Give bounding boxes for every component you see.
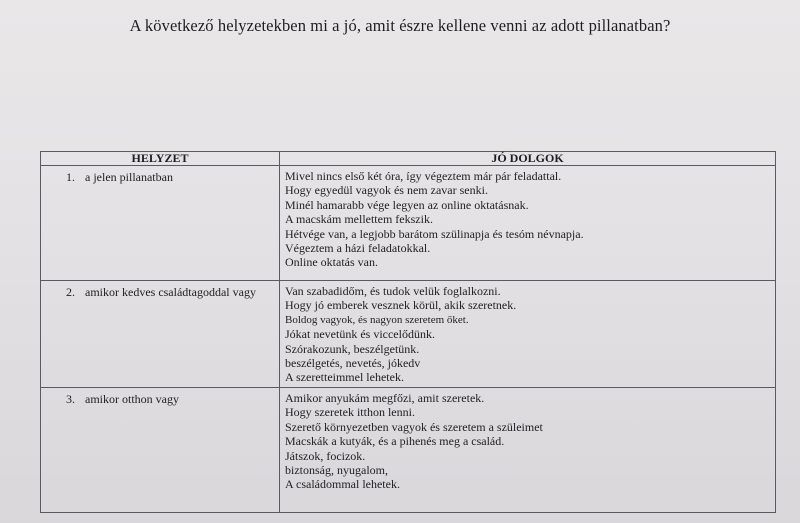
good-thing-line: Minél hamarabb vége legyen az online oktatásnak. (285, 197, 529, 212)
good-thing-line: Boldog vagyok, és nagyon szeretem őket. (285, 313, 469, 326)
header-helyzet: HELYZET (41, 152, 280, 166)
good-thing-line: A macskám mellettem fekszik. (285, 212, 433, 227)
table-row (41, 280, 776, 387)
good-thing-line: Online oktatás van. (285, 255, 378, 270)
good-thing-line: Mivel nincs első két óra, így végeztem már pár feladattal. (285, 169, 562, 183)
good-thing-line: biztonság, nyugalom, (285, 462, 388, 477)
good-thing-line: Játszok, focizok. (285, 448, 366, 463)
good-thing-line: beszélgetés, nevetés, jókedv (285, 356, 421, 371)
good-thing-line: A családommal lehetek. (285, 477, 400, 492)
header-jo-dolgok: JÓ DOLGOK (280, 152, 776, 166)
situation-cell (41, 387, 280, 512)
good-thing-line: Hogy egyedül vagyok és nem zavar senki. (285, 183, 488, 198)
situations-table (40, 151, 776, 513)
good-things-cell (280, 387, 776, 512)
table-row (41, 166, 776, 281)
good-thing-line: Hétvége van, a legjobb barátom szülinapja és tesóm névnapja. (285, 226, 584, 241)
table-row (41, 387, 776, 512)
table-header-row (41, 152, 776, 166)
row-number: 2. (66, 284, 75, 299)
situation-cell (41, 280, 280, 387)
row-number: 3. (66, 391, 75, 406)
good-things-cell (280, 166, 776, 281)
situation-text: amikor otthon vagy (85, 391, 179, 406)
good-thing-line: Van szabadidőm, és tudok velük foglalkozni. (285, 283, 501, 298)
good-thing-line: Végeztem a házi feladatokkal. (285, 241, 431, 256)
situation-text: a jelen pillanatban (85, 170, 173, 184)
good-thing-line: Amikor anyukám megfőzi, amit szeretek. (285, 390, 485, 405)
row-number: 1. (66, 170, 75, 184)
good-thing-line: Hogy szeretek itthon lenni. (285, 405, 415, 420)
good-thing-line: A szeretteimmel lehetek. (285, 370, 404, 385)
good-thing-line: Szerető környezetben vagyok és szeretem a szüleimet (285, 419, 543, 434)
good-thing-line: Macskák a kutyák, és a pihenés meg a család. (285, 434, 505, 449)
good-thing-line: Szórakozunk, beszélgetünk. (285, 341, 420, 356)
good-thing-line: Hogy jó emberek vesznek körül, akik szeretnek. (285, 298, 517, 313)
page-title: A következő helyzetekben mi a jó, amit észre kellene venni az adott pillanatban? (129, 16, 671, 35)
situation-cell (41, 166, 280, 281)
situation-text: amikor kedves családtagoddal vagy (85, 284, 256, 299)
good-things-cell (280, 280, 776, 387)
good-thing-line: Jókat nevetünk és viccelődünk. (285, 327, 435, 342)
